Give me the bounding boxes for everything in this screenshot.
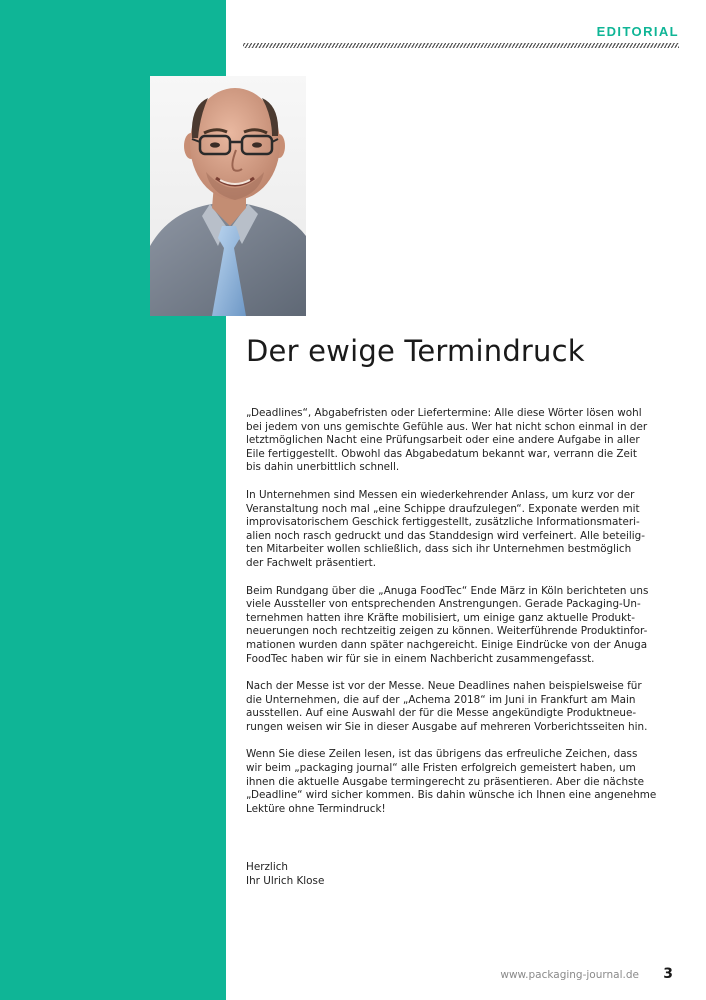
text-line: ten Mitarbeiter wollen schließlich, dass sich ihr Unternehmen bestmöglich xyxy=(246,543,632,556)
paragraph xyxy=(246,584,649,667)
paragraph xyxy=(246,748,657,816)
text-line: ihnen die aktuelle Ausgabe termingerecht zu präsentieren. Aber die nächste xyxy=(246,775,644,788)
paragraph xyxy=(246,680,648,734)
text-line: neuerungen noch rechtzeitig zeigen zu können. Weiterführende Produktinfor- xyxy=(246,625,648,638)
article-title: Der ewige Termindruck xyxy=(246,334,585,368)
text-line: mationen wurden dann später nachgereicht. Einige Eindrücke von der Anuga xyxy=(246,638,648,651)
author-portrait xyxy=(150,76,306,316)
text-line: Nach der Messe ist vor der Messe. Neue Deadlines nahen beispielsweise für xyxy=(246,680,642,693)
text-line: „Deadline“ wird sicher kommen. Bis dahin wünsche ich Ihnen eine angenehme xyxy=(246,789,657,802)
text-line: ternehmen hatten ihre Kräfte mobilisiert, um einige ganz aktuelle Produkt- xyxy=(246,611,635,624)
text-line: viele Aussteller von entsprechenden Anstrengungen. Gerade Packaging-Un- xyxy=(246,598,641,611)
text-line: FoodTec haben wir für sie in einem Nachbericht zusammengefasst. xyxy=(246,652,595,665)
text-line: bis dahin unerbittlich schnell. xyxy=(246,461,400,474)
closing-greeting: Herzlich xyxy=(246,861,289,873)
text-line: In Unternehmen sind Messen ein wiederkehrender Anlass, um kurz vor der xyxy=(246,488,635,501)
text-line: wir beim „packaging journal“ alle Fristen erfolgreich gemeistert haben, um xyxy=(246,762,636,775)
text-line: improvisatorischem Geschick fertiggestellt, zusätzliche Informationsmateri- xyxy=(246,516,640,529)
text-line: Lektüre ohne Termindruck! xyxy=(246,802,386,815)
footer-url: www.packaging-journal.de xyxy=(500,969,639,981)
author-signature: Ihr Ulrich Klose xyxy=(246,875,325,887)
section-label: EDITORIAL xyxy=(596,24,679,39)
text-line: Beim Rundgang über die „Anuga FoodTec“ Ende März in Köln berichteten uns xyxy=(246,584,649,597)
hatched-divider xyxy=(243,43,679,48)
closing-signature xyxy=(246,860,324,888)
text-line: der Fachwelt präsentiert. xyxy=(246,556,377,569)
text-line: Wenn Sie diese Zeilen lesen, ist das übrigens das erfreuliche Zeichen, dass xyxy=(246,748,638,761)
paragraph xyxy=(246,488,645,571)
page-number: 3 xyxy=(663,966,673,982)
article-body xyxy=(246,407,657,830)
paragraph xyxy=(246,407,648,475)
text-line: die Unternehmen, die auf der „Achema 2018“ im Juni in Frankfurt am Main xyxy=(246,693,636,706)
text-line: bei jedem von uns gemischte Gefühle aus. Wer hat nicht schon einmal in der xyxy=(246,420,648,433)
text-line: alien noch rasch gedruckt und das Standdesign wird verfeinert. Alle beteilig- xyxy=(246,529,645,542)
text-line: letztmöglichen Nacht eine Prüfungsarbeit oder eine andere Aufgabe in aller xyxy=(246,434,640,447)
text-line: „Deadlines“, Abgabefristen oder Liefertermine: Alle diese Wörter lösen wohl xyxy=(246,407,642,419)
text-line: Eile fertiggestellt. Obwohl das Abgabedatum bekannt war, verrann die Zeit xyxy=(246,447,637,460)
text-line: rungen weisen wir Sie in dieser Ausgabe auf mehreren Vorberichtsseiten hin. xyxy=(246,720,648,733)
text-line: Veranstaltung noch mal „eine Schippe draufzulegen“. Exponate werden mit xyxy=(246,502,640,515)
text-line: ausstellen. Auf eine Auswahl der für die Messe angekündigte Produktneue- xyxy=(246,707,637,720)
